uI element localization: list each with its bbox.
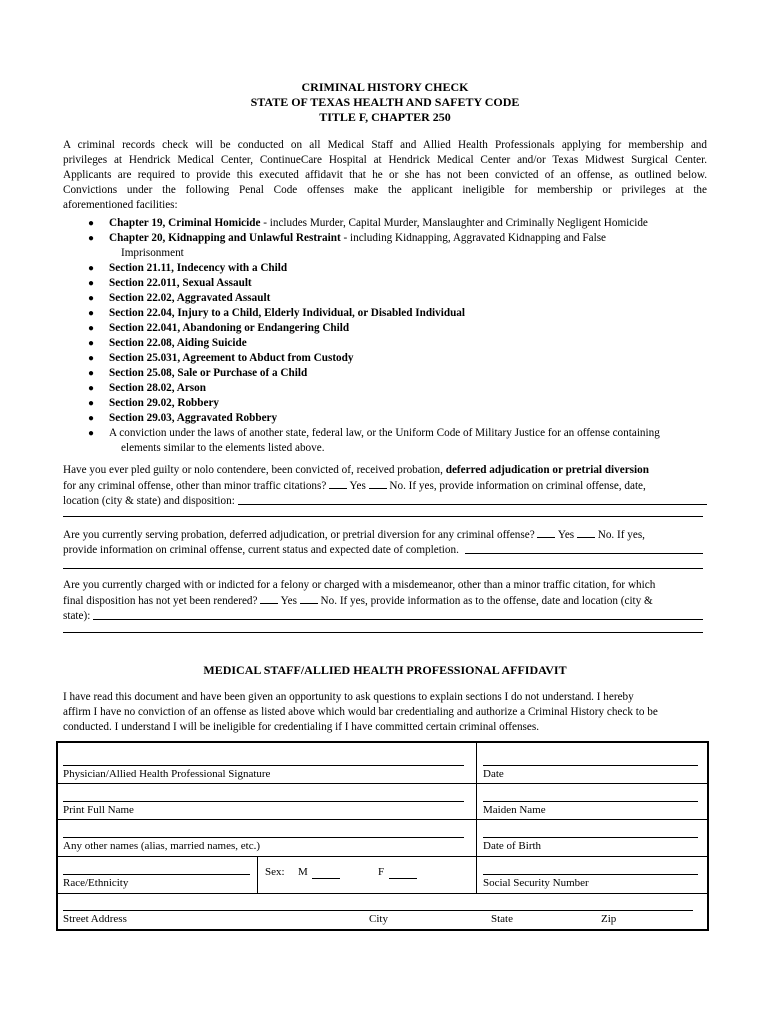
bullet-icon: ● bbox=[88, 323, 95, 334]
bullet-icon: ● bbox=[88, 293, 95, 304]
maiden-name-label: Maiden Name bbox=[483, 804, 546, 816]
bullet-icon: ● bbox=[88, 398, 95, 409]
bullet-icon: ● bbox=[88, 353, 95, 364]
q2-yes-blank[interactable] bbox=[537, 527, 555, 538]
q2-details-field[interactable] bbox=[465, 543, 703, 554]
print-name-line[interactable] bbox=[63, 801, 464, 802]
other-names-label: Any other names (alias, married names, etc.) bbox=[63, 840, 261, 852]
document-subtitle-chapter: TITLE F, CHAPTER 250 bbox=[319, 110, 451, 124]
question-current-probation: Are you currently serving probation, deferred adjudication, or pretrial diversion for any criminal offense? Yes No. If yes, provide information on criminal offense, current status and expected date of completion. bbox=[63, 527, 707, 558]
bullet-icon: ● bbox=[88, 413, 95, 424]
offense-item: ● Section 21.11, Indecency with a Child bbox=[88, 262, 288, 274]
street-address-label: Street Address bbox=[63, 913, 127, 925]
sex-male-label: M bbox=[298, 866, 308, 878]
bullet-icon: ● bbox=[88, 383, 95, 394]
offense-item: ● Section 29.02, Robbery bbox=[88, 397, 220, 409]
city-label: City bbox=[369, 913, 388, 925]
intro-line: privileges at Hendrick Medical Center, ContinueCare Hospital at Hendrick Medical Center and/or Texas Midwest Surgical Center. bbox=[63, 154, 707, 166]
sex-female-label: F bbox=[378, 866, 385, 878]
bullet-icon: ● bbox=[88, 233, 95, 244]
offense-item: ● Section 28.02, Arson bbox=[88, 382, 206, 394]
sex-male-blank[interactable] bbox=[312, 878, 340, 879]
q3-yes-blank[interactable] bbox=[260, 593, 278, 604]
intro-line: Applicants are required to provide this executed affidavit that he or she has not been convicted of an offense, as outlined below. bbox=[63, 169, 707, 181]
offense-item: ● Section 22.04, Injury to a Child, Elderly Individual, or Disabled Individual bbox=[88, 307, 466, 319]
dob-label: Date of Birth bbox=[483, 840, 542, 852]
form-row-divider bbox=[57, 893, 708, 894]
signature-line[interactable] bbox=[63, 765, 464, 766]
signature-label: Physician/Allied Health Professional Signature bbox=[63, 768, 271, 780]
document-title: CRIMINAL HISTORY CHECK bbox=[301, 80, 469, 94]
ssn-line[interactable] bbox=[483, 874, 698, 875]
offense-item: ● Section 22.041, Abandoning or Endangering Child bbox=[88, 322, 350, 334]
bullet-icon: ● bbox=[88, 338, 95, 349]
offense-item: ● Section 25.08, Sale or Purchase of a Child bbox=[88, 367, 308, 379]
form-row-divider bbox=[57, 819, 708, 820]
maiden-name-line[interactable] bbox=[483, 801, 698, 802]
q2-extra-line[interactable] bbox=[63, 568, 703, 569]
race-label: Race/Ethnicity bbox=[63, 877, 129, 889]
state-label: State bbox=[491, 913, 513, 925]
race-line[interactable] bbox=[63, 874, 250, 875]
q1-no-blank[interactable] bbox=[369, 478, 387, 489]
sex-label: Sex: bbox=[265, 866, 285, 878]
date-label: Date bbox=[483, 768, 504, 780]
q2-no-blank[interactable] bbox=[577, 527, 595, 538]
q1-yes-blank[interactable] bbox=[329, 478, 347, 489]
offense-item: ● A conviction under the laws of another state, federal law, or the Uniform Code of Military Justice for an offense containing elements similar to the elements listed above. bbox=[88, 427, 660, 454]
bullet-icon: ● bbox=[88, 218, 95, 229]
affidavit-heading: MEDICAL STAFF/ALLIED HEALTH PROFESSIONAL AFFIDAVIT bbox=[203, 663, 567, 677]
offense-list bbox=[88, 216, 708, 456]
sex-female-blank[interactable] bbox=[389, 878, 417, 879]
intro-paragraph bbox=[63, 138, 707, 213]
bullet-icon: ● bbox=[88, 368, 95, 379]
offense-item: ● Section 29.03, Aggravated Robbery bbox=[88, 412, 278, 424]
ssn-label: Social Security Number bbox=[483, 877, 589, 889]
other-names-line[interactable] bbox=[63, 837, 464, 838]
bullet-icon: ● bbox=[88, 278, 95, 289]
form-sex-divider bbox=[257, 856, 258, 893]
affidavit-text: I have read this document and have been given an opportunity to ask questions to explain sections I do not understand. I hereby affirm I have no conviction of an offense as listed above which would bar credentialing and authorize a Criminal History check to be conducted. I understand I will be ineligible for credentialing if I have committed certain criminal offenses. bbox=[63, 691, 658, 733]
form-row-divider bbox=[57, 783, 708, 784]
print-name-label: Print Full Name bbox=[63, 804, 134, 816]
offense-item: ● Section 22.08, Aiding Suicide bbox=[88, 337, 247, 349]
date-line[interactable] bbox=[483, 765, 698, 766]
offense-item: ● Chapter 19, Criminal Homicide - includes Murder, Capital Murder, Manslaughter and Criminally Negligent Homicide bbox=[88, 217, 648, 229]
bullet-icon: ● bbox=[88, 263, 95, 274]
q3-extra-line[interactable] bbox=[63, 632, 703, 633]
dob-line[interactable] bbox=[483, 837, 698, 838]
intro-line: Convictions under the following Penal Code offenses make the applicant ineligible for membership or privileges at the bbox=[63, 184, 707, 196]
q3-no-blank[interactable] bbox=[300, 593, 318, 604]
bullet-icon: ● bbox=[88, 308, 95, 319]
form-row-divider bbox=[57, 856, 708, 857]
question-pending-charges: Are you currently charged with or indicted for a felony or charged with a misdemeanor, other than a minor traffic citation, for which final disposition has not yet been rendered? Yes No. If yes, provide information as to the offense, date and location (city & state): bbox=[63, 578, 707, 624]
offense-item: ● Chapter 20, Kidnapping and Unlawful Restraint - including Kidnapping, Aggravated Kidnapping and False Imprisonment bbox=[88, 232, 607, 259]
offense-item: ● Section 25.031, Agreement to Abduct from Custody bbox=[88, 352, 354, 364]
q3-details-field[interactable] bbox=[93, 609, 703, 620]
offense-item: ● Section 22.011, Sexual Assault bbox=[88, 277, 252, 289]
document-subtitle: STATE OF TEXAS HEALTH AND SAFETY CODE bbox=[250, 95, 520, 109]
q1-disposition-field[interactable] bbox=[238, 494, 707, 505]
q1-extra-line[interactable] bbox=[63, 516, 703, 517]
intro-line: aforementioned facilities: bbox=[63, 199, 178, 211]
intro-line: A criminal records check will be conducted on all Medical Staff and Allied Health Professionals applying for membership and bbox=[63, 139, 707, 151]
offense-item: ● Section 22.02, Aggravated Assault bbox=[88, 292, 271, 304]
bullet-icon: ● bbox=[88, 428, 95, 439]
question-prior-conviction: Have you ever pled guilty or nolo contendere, been convicted of, received probation, deferred adjudication or pretrial diversion for any criminal offense, other than minor traffic citations? Yes No. If yes, provide information on criminal offense, date, location (city & state) and disposition: bbox=[63, 463, 707, 509]
zip-label: Zip bbox=[601, 913, 617, 925]
form-column-divider bbox=[476, 742, 477, 893]
address-line[interactable] bbox=[63, 910, 693, 911]
